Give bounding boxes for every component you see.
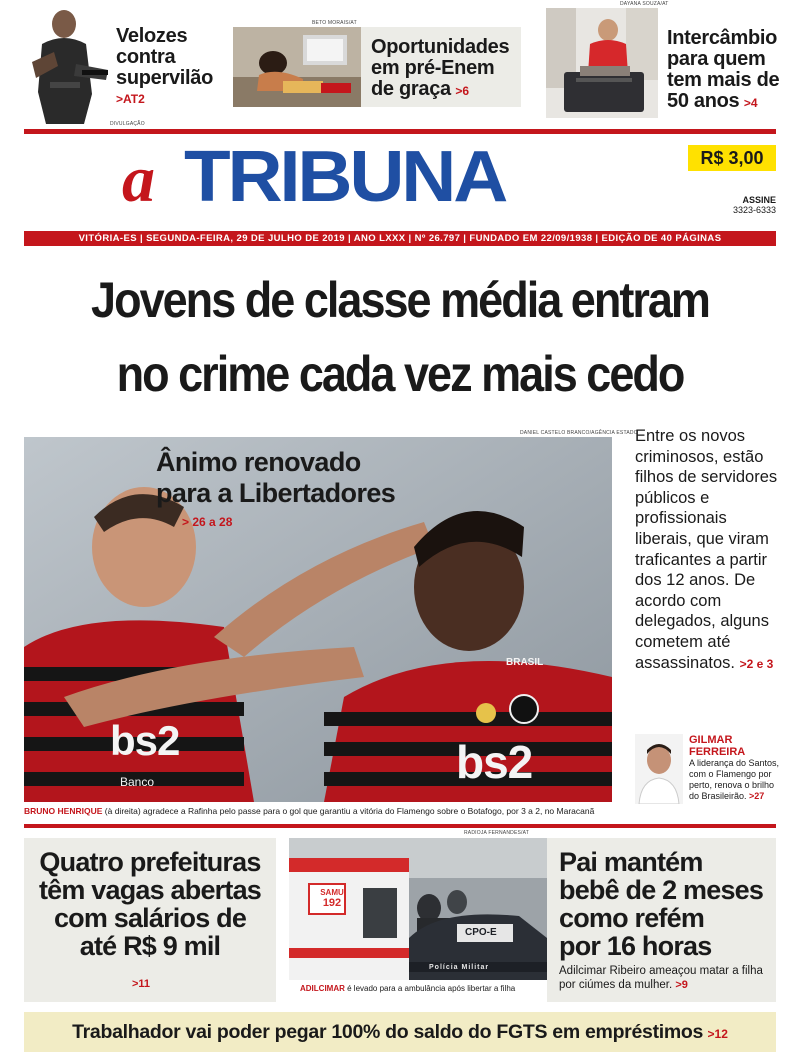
teaser2-title-line: em pré-Enem bbox=[371, 57, 495, 79]
top-rule bbox=[24, 129, 776, 134]
sports-photo[interactable] bbox=[24, 437, 612, 802]
teaser3-title-line: para quem bbox=[667, 48, 766, 70]
teaser1-title-line: Velozes bbox=[116, 25, 188, 47]
police-text: Polícia Militar bbox=[429, 964, 490, 971]
logo-a: a bbox=[122, 143, 155, 216]
columnist-text: A liderança do Santos, com o Flamengo por perto, renova o brilho do Brasileirão. bbox=[689, 758, 780, 801]
columnist-name-line2: FERREIRA bbox=[689, 746, 746, 758]
logo-tribuna: TRIBUNA bbox=[184, 137, 506, 217]
bottom-bar[interactable] bbox=[24, 1012, 776, 1052]
hostage-caption-name: ADILCIMAR bbox=[300, 984, 345, 993]
box-left-ref[interactable]: >11 bbox=[132, 978, 151, 990]
teaser2-title-line: de graça bbox=[371, 78, 451, 100]
jersey-text-right: bs2 bbox=[456, 736, 533, 788]
box-left-line: até R$ 9 mil bbox=[79, 931, 221, 961]
box-left[interactable] bbox=[24, 838, 276, 1002]
traveler-suitcase-illustration bbox=[546, 8, 658, 118]
student-studying-illustration bbox=[233, 27, 361, 107]
sports-caption-name: BRUNO HENRIQUE bbox=[24, 806, 103, 816]
dateline bbox=[24, 231, 776, 246]
teaser3[interactable] bbox=[667, 28, 787, 112]
sports-caption-text: (à direita) agradece a Rafinha pelo passe para o gol que garantiu a vitória do Flamengo sobre o Botafogo, por 3 a 2, no Maracanã bbox=[104, 806, 595, 816]
teaser3-photo-traveler bbox=[546, 8, 658, 118]
subscribe-phone: 3323-6333 bbox=[732, 205, 776, 215]
sports-title-line1: Ânimo renovado bbox=[156, 447, 361, 477]
box-right-line: bebê de 2 meses bbox=[559, 875, 764, 905]
subscribe-label: ASSINE bbox=[742, 195, 776, 205]
hostage-caption-text: é levado para a ambulância após libertar a filha bbox=[347, 984, 516, 993]
teaser2-title-line: Oportunidades bbox=[371, 36, 510, 58]
teaser1-title-line: supervilão bbox=[116, 67, 214, 89]
bottom-bar-ref[interactable]: >12 bbox=[707, 1027, 728, 1041]
teaser2-ref[interactable]: >6 bbox=[455, 84, 470, 98]
sports-ref[interactable]: > 26 a 28 bbox=[182, 515, 233, 529]
jersey-banco: Banco bbox=[120, 775, 155, 789]
main-story-text[interactable] bbox=[635, 426, 783, 674]
box-right-text: Adilcimar Ribeiro ameaçou matar a filha por ciúmes da mulher. bbox=[559, 965, 763, 991]
teaser1-title-line: contra bbox=[116, 46, 176, 68]
sports-photo-credit: DANIEL CASTELO BRANCO/AGÊNCIA ESTADO bbox=[520, 430, 638, 436]
teaser1[interactable] bbox=[116, 26, 226, 106]
box-left-line: têm vagas abertas bbox=[38, 875, 262, 905]
main-story-ref[interactable]: >2 e 3 bbox=[739, 656, 774, 671]
teaser3-title-line: tem mais de bbox=[667, 69, 780, 91]
section-rule bbox=[24, 824, 776, 828]
columnist-name-line1: GILMAR bbox=[689, 734, 733, 746]
main-story-body: Entre os novos criminosos, estão filhos de servidores públicos e profissionais liberais, que viram traficantes a partir dos 12 anos. De acordo com delegados, alguns cometem até assassinatos. bbox=[635, 427, 778, 672]
columnist-avatar bbox=[635, 734, 683, 804]
teaser2-photo-student bbox=[233, 27, 361, 107]
box-right-line: Pai mantém bbox=[559, 847, 703, 877]
columnist[interactable] bbox=[633, 730, 785, 812]
jersey-sponsor: BRASIL bbox=[506, 657, 544, 668]
teaser3-credit: DAYANA SOUZA/AT bbox=[620, 1, 669, 7]
hostage-caption bbox=[300, 984, 550, 994]
samu-number: 192 bbox=[322, 897, 342, 909]
teaser3-title-line: Intercâmbio bbox=[667, 27, 778, 49]
hostage-photo[interactable] bbox=[289, 838, 547, 980]
box-right[interactable] bbox=[547, 838, 776, 1002]
teaser-photo-action-hero bbox=[24, 4, 110, 124]
ambulance-police-illustration bbox=[289, 838, 547, 980]
masthead-logo[interactable] bbox=[122, 136, 682, 228]
columnist-ref[interactable]: >27 bbox=[749, 791, 765, 801]
price-badge bbox=[688, 145, 776, 171]
teaser1-credit: DIVULGAÇÃO bbox=[110, 121, 145, 127]
box-right-text-wrap bbox=[559, 964, 769, 992]
sports-caption bbox=[24, 806, 624, 817]
hostage-photo-credit: RADIOJA FERNANDES/AT bbox=[464, 830, 530, 836]
columnist-portrait-icon bbox=[635, 734, 683, 804]
sports-title[interactable] bbox=[156, 447, 456, 529]
action-hero-illustration bbox=[24, 4, 110, 124]
box-right-line: por 16 horas bbox=[559, 931, 712, 961]
sports-title-line2: para a Libertadores bbox=[156, 478, 396, 508]
subscribe-info[interactable] bbox=[700, 195, 776, 215]
samu-label: SAMU bbox=[320, 888, 344, 897]
main-headline-line2[interactable]: no crime cada vez mais cedo bbox=[116, 346, 684, 402]
jersey-text-left: bs2 bbox=[110, 717, 180, 764]
box-right-ref[interactable]: >9 bbox=[675, 979, 688, 991]
teaser3-title-line: 50 anos bbox=[667, 90, 740, 112]
main-headline-line1[interactable]: Jovens de classe média entram bbox=[91, 272, 709, 328]
teaser3-ref[interactable]: >4 bbox=[743, 96, 758, 110]
box-right-line: como refém bbox=[559, 903, 705, 933]
price-label: R$ 3,00 bbox=[700, 148, 764, 168]
box-left-line: com salários de bbox=[53, 903, 247, 933]
police-label: CPO-E bbox=[465, 927, 497, 938]
teaser2-box[interactable] bbox=[233, 27, 521, 107]
columnist-text-wrap bbox=[689, 758, 785, 802]
teaser2-credit: BETO MORAIS/AT bbox=[312, 20, 357, 26]
bottom-bar-text: Trabalhador vai poder pegar 100% do saldo do FGTS em empréstimos bbox=[72, 1021, 704, 1043]
box-left-line: Quatro prefeituras bbox=[39, 847, 261, 877]
dateline-text: VITÓRIA-ES | SEGUNDA-FEIRA, 29 DE JULHO DE 2019 | ANO LXXX | Nº 26.797 | FUNDADO EM 22/09/1938 | EDIÇÃO DE 40 PÁGINAS bbox=[78, 233, 722, 244]
teaser1-ref[interactable]: >AT2 bbox=[116, 92, 145, 106]
